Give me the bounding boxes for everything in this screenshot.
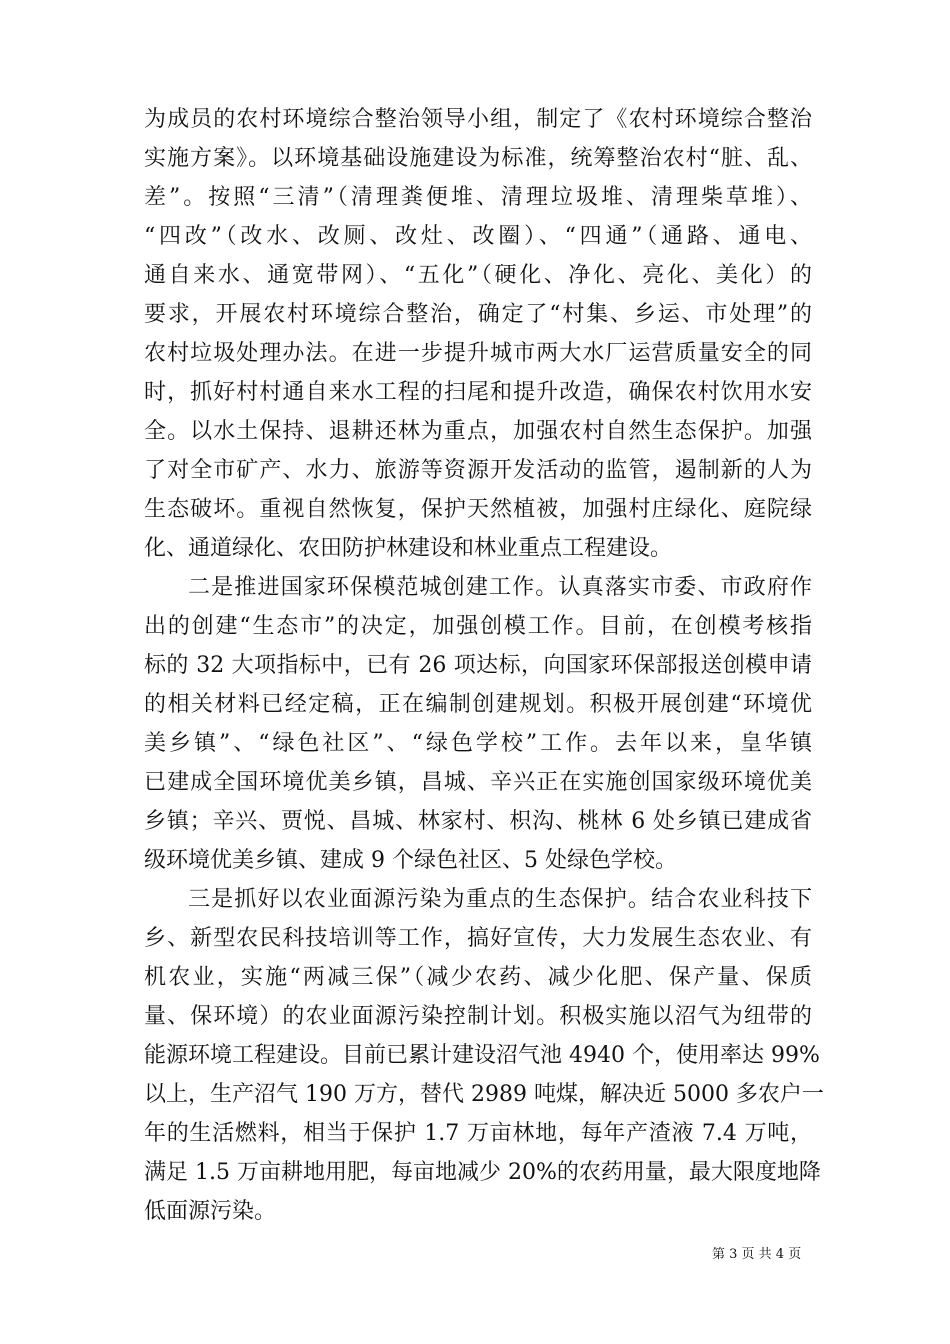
text-line: 了对全市矿产、水力、旅游等资源开发活动的监管，遏制新的人为 — [144, 458, 812, 483]
text-line: 美乡镇”、“绿色社区”、“绿色学校”工作。去年以来，皇华镇 — [144, 731, 812, 756]
text-line: 为成员的农村环境综合整治领导小组，制定了《农村环境综合整治 — [144, 107, 812, 132]
paragraph-1 — [144, 100, 812, 568]
text-line: 已建成全国环境优美乡镇，昌城、辛兴正在实施创国家级环境优美 — [144, 770, 812, 795]
text-line: 生态破坏。重视自然恢复，保护天然植被，加强村庄绿化、庭院绿 — [144, 497, 812, 522]
text-line: 时，抓好村村通自来水工程的扫尾和提升改造，确保农村饮用水安 — [144, 380, 812, 405]
text-line: 出的创建“生态市”的决定，加强创模工作。目前，在创模考核指 — [144, 614, 812, 639]
text-line: 乡镇；辛兴、贾悦、昌城、林家村、枳沟、桃林 6 处乡镇已建成省 — [144, 809, 812, 834]
text-line: 农村垃圾处理办法。在进一步提升城市两大水厂运营质量安全的同 — [144, 341, 812, 366]
text-line: 要求，开展农村环境综合整治，确定了“村集、乡运、市处理”的 — [144, 302, 812, 327]
text-line: 以上，生产沼气 190 万方，替代 2989 吨煤，解决近 5000 多农户一 — [144, 1082, 824, 1107]
text-line: 量、保环境）的农业面源污染控制计划。积极实施以沼气为纽带的 — [144, 1004, 812, 1029]
text-line: 三是抓好以农业面源污染为重点的生态保护。结合农业科技下 — [188, 887, 812, 912]
text-line: 的相关材料已经定稿，正在编制创建规划。积极开展创建“环境优 — [144, 692, 812, 717]
text-line: 二是推进国家环保模范城创建工作。认真落实市委、市政府作 — [188, 575, 812, 600]
text-line: 级环境优美乡镇、建成 9 个绿色社区、5 处绿色学校。 — [144, 848, 677, 873]
text-line: 全。以水土保持、退耕还林为重点，加强农村自然生态保护。加强 — [144, 419, 812, 444]
paragraph-2 — [144, 568, 812, 880]
text-line: 实施方案》。以环境基础设施建设为标准，统筹整治农村“脏、乱、 — [144, 146, 812, 171]
text-line: 低面源污染。 — [144, 1199, 277, 1224]
text-line: 乡、新型农民科技培训等工作，搞好宣传，大力发展生态农业、有 — [144, 926, 812, 951]
page-number-footer: 第 3 页 共 4 页 — [712, 1247, 802, 1262]
text-line: 标的 32 大项指标中，已有 26 项达标，向国家环保部报送创模申请 — [144, 653, 812, 678]
body-text — [144, 100, 824, 1231]
paragraph-3 — [144, 880, 824, 1231]
text-line: “四改”（改水、改厕、改灶、改圈）、“四通”（通路、通电、 — [144, 224, 812, 249]
text-line: 满足 1.5 万亩耕地用肥，每亩地减少 20%的农药用量，最大限度地降 — [144, 1160, 821, 1185]
text-line: 机农业，实施“两减三保”（减少农药、减少化肥、保产量、保质 — [144, 965, 812, 990]
text-line: 通自来水、通宽带网）、“五化”（硬化、净化、亮化、美化）的 — [144, 263, 812, 288]
text-line: 差”。按照“三清”（清理粪便堆、清理垃圾堆、清理柴草堆）、 — [144, 185, 812, 210]
text-line: 化、通道绿化、农田防护林建设和林业重点工程建设。 — [144, 536, 673, 561]
text-line: 能源环境工程建设。目前已累计建设沼气池 4940 个，使用率达 99% — [144, 1043, 820, 1068]
text-line: 年的生活燃料，相当于保护 1.7 万亩林地，每年产渣液 7.4 万吨， — [144, 1121, 812, 1146]
